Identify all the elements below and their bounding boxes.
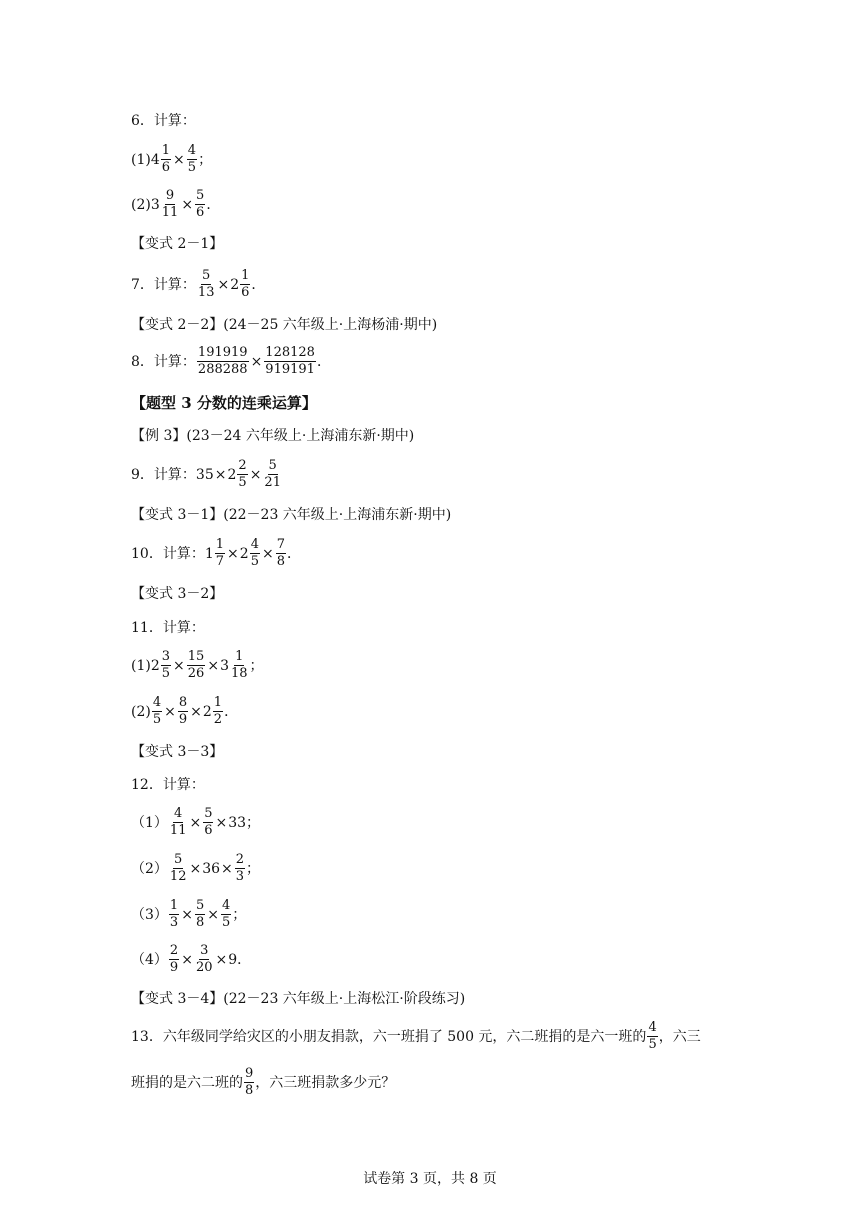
question-11-part-1: (1) 2 $\frac{3}{5}$ × $\frac{15}{26}$ × 3 $\frac{1}{18}$ ； <box>131 649 264 681</box>
question-6-part-1: (1) 4 $\frac{1}{6}$ × $\frac{4}{5}$ ； <box>131 143 213 175</box>
question-8: 8．计算： $\frac{191919}{288288}$ × $\frac{128128}{919191}$ ． <box>131 345 331 377</box>
question-11-part-2: (2) $\frac{4}{5}$ × $\frac{8}{9}$ × 2 $\frac{1}{2}$ ． <box>131 695 239 727</box>
question-12-title: 12．计算： <box>131 777 205 793</box>
question-12-part-3: （3） $\frac{1}{3}$ × $\frac{5}{8}$ × $\frac{4}{5}$ ； <box>131 898 247 930</box>
variant-3-2-heading: 【变式 3－2】 <box>131 586 224 602</box>
variant-2-2-heading: 【变式 2－2】(24－25 六年级上·上海杨浦·期中) <box>131 317 438 333</box>
question-11-title: 11．计算： <box>131 620 205 636</box>
variant-3-3-heading: 【变式 3－3】 <box>131 744 224 760</box>
question-10: 10．计算： 1 $\frac{1}{7}$ × 2 $\frac{4}{5}$ × $\frac{7}{8}$ ． <box>131 537 301 569</box>
page-footer: 试卷第 3 页，共 8 页 <box>363 1171 497 1187</box>
question-12-part-1: （1） $\frac{4}{11}$ × $\frac{5}{6}$ × 33； <box>131 806 261 838</box>
variant-3-1-heading: 【变式 3－1】(22－23 六年级上·上海浦东新·期中) <box>131 507 452 523</box>
question-6-part-2: (2) 3 $\frac{9}{11}$ × $\frac{5}{6}$ ． <box>131 188 221 220</box>
variant-3-4-heading: 【变式 3－4】(22－23 六年级上·上海松江·阶段练习) <box>131 991 466 1007</box>
question-13-line-2: 班捐的是六二班的 $\frac{9}{8}$ ，六三班捐款多少元？ <box>131 1066 396 1098</box>
question-9: 9．计算： 35 × 2 $\frac{2}{5}$ × $\frac{5}{21}$ <box>131 458 281 490</box>
question-7: 7．计算： $\frac{5}{13}$ × 2 $\frac{1}{6}$ ． <box>131 268 266 300</box>
variant-2-1-heading: 【变式 2－1】 <box>131 236 224 252</box>
example-3-heading: 【例 3】(23－24 六年级上·上海浦东新·期中) <box>131 428 415 444</box>
section-heading-type-3: 【题型 3 分数的连乘运算】 <box>131 394 317 412</box>
question-13-line-1: 13．六年级同学给灾区的小朋友捐款，六一班捐了 500 元，六二班捐的是六一班的 $\frac{4}{5}$ ，六三 <box>131 1020 701 1052</box>
question-12-part-2: （2） $\frac{5}{12}$ × 36 × $\frac{2}{3}$ ； <box>131 852 261 884</box>
question-6-title: 6．计算： <box>131 113 196 129</box>
question-12-part-4: （4） $\frac{2}{9}$ × $\frac{3}{20}$ × 9． <box>131 943 252 975</box>
